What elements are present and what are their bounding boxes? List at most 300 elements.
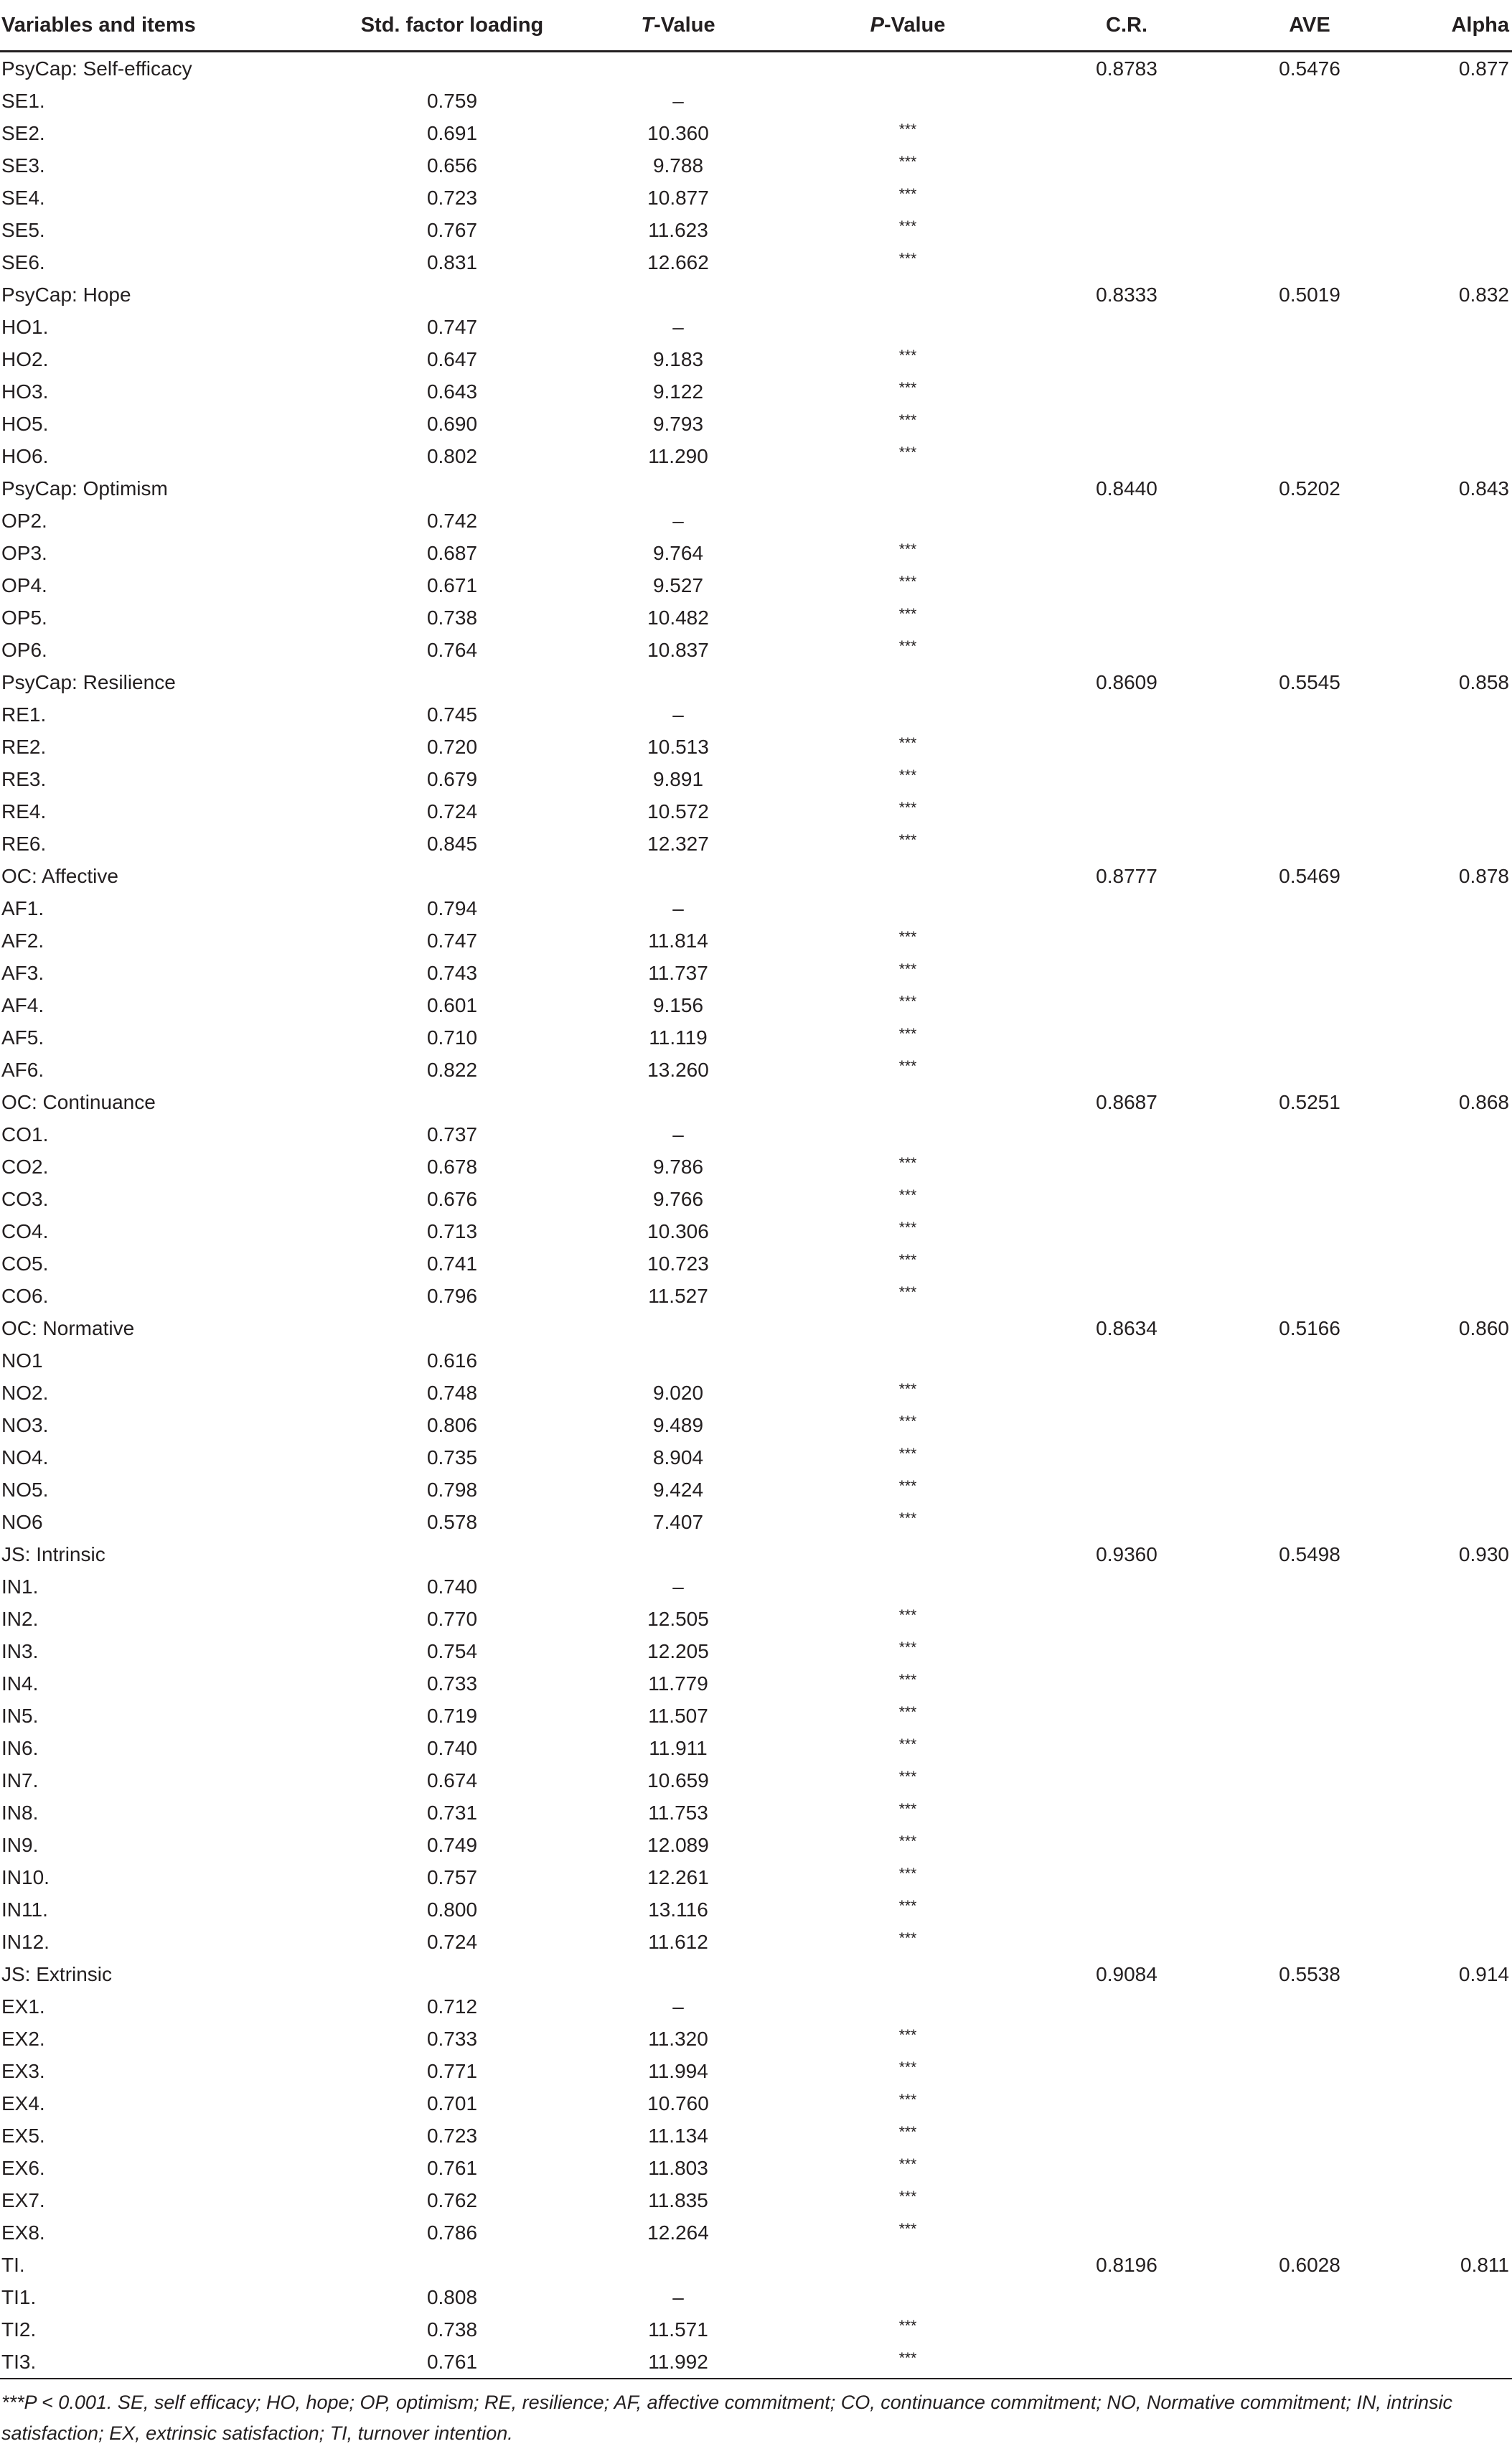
factor-loading: 0.743	[426, 961, 478, 984]
row-label: AF1.	[1, 896, 44, 919]
table-row	[0, 634, 1512, 666]
t-value: 11.753	[648, 1801, 708, 1824]
row-label: NO2.	[1, 1381, 49, 1404]
table-row	[0, 1861, 1512, 1893]
composite-reliability	[1041, 1764, 1213, 1797]
row-label: EX4.	[1, 2092, 45, 2115]
table-row	[0, 957, 1512, 989]
table-row	[0, 246, 1512, 278]
average-variance-extracted	[1213, 795, 1407, 828]
p-value	[775, 1118, 1041, 1151]
t-value: 12.261	[647, 1865, 709, 1888]
table-row	[0, 1797, 1512, 1829]
cronbach-alpha	[1407, 601, 1512, 634]
factor-loading: 0.724	[426, 800, 478, 823]
p-value	[775, 1990, 1041, 2023]
p-value	[775, 505, 1041, 537]
p-value	[775, 892, 1041, 924]
factor-loading: 0.733	[426, 2027, 478, 2050]
average-variance-extracted	[1213, 1990, 1407, 2023]
factor-loading: 0.676	[426, 1187, 478, 1210]
cronbach-alpha: 0.858	[1458, 670, 1509, 693]
factor-loading: 0.735	[426, 1446, 478, 1469]
table-row	[0, 1667, 1512, 1700]
p-value: ***	[898, 735, 917, 751]
t-value: 9.793	[652, 412, 704, 435]
table-row	[0, 989, 1512, 1021]
table-row	[0, 2313, 1512, 2346]
factor-loading: 0.771	[426, 2059, 478, 2082]
row-label: AF2.	[1, 929, 44, 952]
table-row	[0, 1829, 1512, 1861]
cronbach-alpha	[1407, 149, 1512, 182]
average-variance-extracted	[1213, 2216, 1407, 2249]
row-label: EX1.	[1, 1995, 45, 2018]
table-row	[0, 763, 1512, 795]
p-value: ***	[898, 2124, 917, 2140]
t-value: 10.837	[647, 638, 709, 661]
composite-reliability	[1041, 311, 1213, 343]
t-value	[581, 1344, 775, 1377]
table-row	[0, 52, 1512, 85]
average-variance-extracted	[1213, 601, 1407, 634]
composite-reliability	[1041, 1570, 1213, 1603]
p-value: ***	[898, 1930, 917, 1947]
factor-loading: 0.802	[426, 444, 478, 467]
row-label: AF5.	[1, 1026, 44, 1049]
composite-reliability	[1041, 731, 1213, 763]
row-label: PsyCap: Hope	[1, 283, 131, 306]
t-value	[581, 1086, 775, 1118]
table-row	[0, 1409, 1512, 1441]
t-value: 9.786	[652, 1155, 704, 1178]
p-value: ***	[898, 573, 917, 590]
t-value: 9.424	[652, 1478, 704, 1501]
p-value: ***	[898, 2059, 917, 2076]
average-variance-extracted	[1213, 2281, 1407, 2313]
row-label: OP5.	[1, 606, 47, 629]
p-value	[775, 698, 1041, 731]
t-value	[581, 1958, 775, 1990]
t-value: 13.116	[648, 1898, 708, 1921]
factor-loading: 0.731	[426, 1801, 478, 1824]
table-row	[0, 666, 1512, 698]
p-value: ***	[898, 1381, 917, 1397]
composite-reliability	[1041, 1732, 1213, 1764]
composite-reliability	[1041, 343, 1213, 375]
cronbach-alpha	[1407, 634, 1512, 666]
table-row	[0, 537, 1512, 569]
t-value: 9.527	[652, 573, 704, 596]
row-label: SE1.	[1, 89, 45, 112]
composite-reliability	[1041, 182, 1213, 214]
cronbach-alpha	[1407, 375, 1512, 408]
row-label: IN2.	[1, 1607, 39, 1630]
cronbach-alpha	[1407, 731, 1512, 763]
p-value: ***	[898, 1252, 917, 1268]
table-row	[0, 1441, 1512, 1474]
t-value: 9.122	[652, 380, 704, 403]
composite-reliability	[1041, 1441, 1213, 1474]
average-variance-extracted	[1213, 2313, 1407, 2346]
p-value: ***	[898, 2156, 917, 2173]
cronbach-alpha	[1407, 2216, 1512, 2249]
table-row	[0, 1280, 1512, 1312]
composite-reliability	[1041, 1990, 1213, 2023]
t-value: 11.803	[648, 2156, 708, 2179]
composite-reliability	[1041, 408, 1213, 440]
composite-reliability	[1041, 149, 1213, 182]
composite-reliability	[1041, 375, 1213, 408]
average-variance-extracted	[1213, 85, 1407, 117]
header-alpha: Alpha	[1407, 0, 1512, 52]
composite-reliability	[1041, 828, 1213, 860]
t-value: 11.994	[648, 2059, 708, 2082]
factor-loading: 0.747	[426, 315, 478, 338]
composite-reliability: 0.9084	[1096, 1962, 1158, 1985]
average-variance-extracted	[1213, 763, 1407, 795]
cronbach-alpha	[1407, 1861, 1512, 1893]
p-value	[775, 278, 1041, 311]
average-variance-extracted: 0.5476	[1279, 57, 1340, 80]
average-variance-extracted	[1213, 989, 1407, 1021]
factor-loading: 0.643	[426, 380, 478, 403]
cronbach-alpha	[1407, 1797, 1512, 1829]
average-variance-extracted	[1213, 957, 1407, 989]
header-pvalue	[775, 0, 1041, 52]
cronbach-alpha	[1407, 924, 1512, 957]
cronbach-alpha	[1407, 828, 1512, 860]
row-label: HO1.	[1, 315, 49, 338]
composite-reliability	[1041, 763, 1213, 795]
row-label: SE3.	[1, 154, 45, 177]
factor-loading: 0.747	[426, 929, 478, 952]
composite-reliability	[1041, 214, 1213, 246]
row-label: CO2.	[1, 1155, 49, 1178]
row-label: AF6.	[1, 1058, 44, 1081]
header-pvalue-letter: P	[870, 13, 884, 37]
row-label: NO3.	[1, 1413, 49, 1436]
t-value: 9.489	[652, 1413, 704, 1436]
p-value: ***	[898, 1898, 917, 1914]
t-value: –	[672, 703, 684, 726]
average-variance-extracted	[1213, 1215, 1407, 1247]
average-variance-extracted	[1213, 1570, 1407, 1603]
table-row	[0, 1183, 1512, 1215]
average-variance-extracted	[1213, 924, 1407, 957]
row-label: TI.	[1, 2253, 25, 2276]
composite-reliability	[1041, 1829, 1213, 1861]
t-value: 12.089	[647, 1833, 709, 1856]
factor-loading: 0.737	[426, 1123, 478, 1146]
table-row	[0, 2087, 1512, 2120]
t-value: –	[672, 1995, 684, 2018]
average-variance-extracted	[1213, 343, 1407, 375]
table-row	[0, 1344, 1512, 1377]
composite-reliability	[1041, 1215, 1213, 1247]
average-variance-extracted	[1213, 2087, 1407, 2120]
average-variance-extracted: 0.5538	[1279, 1962, 1340, 1985]
cronbach-alpha	[1407, 1990, 1512, 2023]
t-value: 11.320	[648, 2027, 708, 2050]
t-value: 11.992	[581, 2346, 775, 2379]
row-label: IN7.	[1, 1769, 39, 1792]
factor-loading: 0.723	[426, 2124, 478, 2147]
composite-reliability: 0.9360	[1096, 1542, 1158, 1565]
cronbach-alpha	[1407, 1247, 1512, 1280]
table-row	[0, 472, 1512, 505]
row-label: IN3.	[1, 1639, 39, 1662]
t-value: 11.623	[648, 218, 708, 241]
cronbach-alpha	[1407, 2281, 1512, 2313]
cronbach-alpha	[1407, 537, 1512, 569]
average-variance-extracted	[1213, 537, 1407, 569]
composite-reliability	[1041, 505, 1213, 537]
factor-loading: 0.712	[426, 1995, 478, 2018]
cronbach-alpha	[1407, 343, 1512, 375]
p-value: ***	[898, 2027, 917, 2043]
factor-loading: 0.701	[426, 2092, 478, 2115]
table-row	[0, 2120, 1512, 2152]
cronbach-alpha	[1407, 1764, 1512, 1797]
cronbach-alpha	[1407, 2184, 1512, 2216]
p-value: ***	[898, 2318, 917, 2334]
factor-loading: 0.679	[426, 767, 478, 790]
p-value: ***	[898, 929, 917, 945]
cronbach-alpha	[1407, 1280, 1512, 1312]
p-value: ***	[898, 1801, 917, 1817]
composite-reliability	[1041, 85, 1213, 117]
table-row	[0, 375, 1512, 408]
table-row	[0, 1538, 1512, 1570]
composite-reliability	[1041, 1797, 1213, 1829]
composite-reliability	[1041, 2023, 1213, 2055]
p-value: ***	[898, 1736, 917, 1753]
p-value: ***	[898, 993, 917, 1010]
p-value: ***	[898, 1446, 917, 1462]
cronbach-alpha	[1407, 1506, 1512, 1538]
table-row	[0, 1021, 1512, 1054]
factor-loading: 0.616	[426, 1349, 478, 1372]
composite-reliability	[1041, 2184, 1213, 2216]
t-value: 12.205	[647, 1639, 709, 1662]
cronbach-alpha	[1407, 1118, 1512, 1151]
composite-reliability	[1041, 1926, 1213, 1958]
p-value: ***	[898, 832, 917, 848]
factor-loading: 0.690	[426, 412, 478, 435]
composite-reliability	[1041, 1118, 1213, 1151]
factor-loading: 0.796	[426, 1284, 478, 1307]
table-row	[0, 311, 1512, 343]
cronbach-alpha	[1407, 1151, 1512, 1183]
composite-reliability	[1041, 1021, 1213, 1054]
factor-loading: 0.691	[426, 121, 478, 144]
average-variance-extracted	[1213, 1700, 1407, 1732]
p-value: ***	[898, 186, 917, 202]
factor-loading	[323, 1086, 581, 1118]
composite-reliability	[1041, 924, 1213, 957]
header-tvalue	[581, 0, 775, 52]
average-variance-extracted	[1213, 1732, 1407, 1764]
row-label: OC: Continuance	[1, 1090, 156, 1113]
cronbach-alpha	[1407, 1603, 1512, 1635]
row-label: IN10.	[1, 1865, 50, 1888]
average-variance-extracted	[1213, 1764, 1407, 1797]
composite-reliability	[1041, 892, 1213, 924]
cronbach-alpha	[1407, 1215, 1512, 1247]
header-loading: Std. factor loading	[323, 0, 581, 52]
row-label: IN5.	[1, 1704, 39, 1727]
cronbach-alpha	[1407, 1732, 1512, 1764]
header-tvalue-rest: -Value	[654, 13, 715, 37]
average-variance-extracted	[1213, 2152, 1407, 2184]
p-value: ***	[898, 380, 917, 396]
t-value: 11.779	[648, 1672, 708, 1695]
factor-loading	[323, 1958, 581, 1990]
factor-loading: 0.822	[426, 1058, 478, 1081]
row-label: SE5.	[1, 218, 45, 241]
row-label: NO1	[1, 1349, 43, 1372]
header-tvalue-letter: T	[641, 13, 654, 37]
row-label: SE2.	[1, 121, 45, 144]
table-row	[0, 278, 1512, 311]
row-label: RE4.	[1, 800, 47, 823]
average-variance-extracted	[1213, 1635, 1407, 1667]
t-value	[581, 1538, 775, 1570]
cronbach-alpha	[1407, 2023, 1512, 2055]
t-value: 11.134	[648, 2124, 708, 2147]
factor-loading: 0.794	[426, 896, 478, 919]
t-value: 11.911	[649, 1736, 708, 1759]
header-pvalue-rest: -Value	[883, 13, 946, 37]
t-value: 12.264	[647, 2221, 709, 2244]
factor-loading	[323, 2249, 581, 2281]
composite-reliability	[1041, 537, 1213, 569]
cronbach-alpha	[1407, 1377, 1512, 1409]
composite-reliability	[1041, 1344, 1213, 1377]
p-value: ***	[898, 154, 917, 170]
t-value: 13.260	[647, 1058, 709, 1081]
cronbach-alpha	[1407, 569, 1512, 601]
cronbach-alpha	[1407, 85, 1512, 117]
average-variance-extracted	[1213, 698, 1407, 731]
composite-reliability	[1041, 1474, 1213, 1506]
p-value: ***	[898, 1769, 917, 1785]
table-row	[0, 1958, 1512, 1990]
table-row	[0, 569, 1512, 601]
factor-loading: 0.578	[426, 1510, 478, 1533]
p-value: ***	[898, 767, 917, 784]
header-variables: Variables and items	[0, 0, 323, 52]
row-label: IN9.	[1, 1833, 39, 1856]
t-value: 7.407	[652, 1510, 704, 1533]
average-variance-extracted	[1213, 1797, 1407, 1829]
table-footnote: ***P < 0.001. SE, self efficacy; HO, hope; OP, optimism; RE, resilience; AF, affective commitment; CO, continuance commitment; NO, Normative commitment; IN, intrinsic satisfaction; EX, extrinsic satisfaction; TI, turnover intention.	[1, 2392, 1452, 2444]
t-value: 10.482	[647, 606, 709, 629]
t-value: 11.835	[648, 2188, 708, 2211]
factor-loading	[323, 1538, 581, 1570]
average-variance-extracted	[1213, 1151, 1407, 1183]
row-label: CO3.	[1, 1187, 49, 1210]
factor-loading: 0.808	[426, 2285, 478, 2308]
p-value: ***	[898, 606, 917, 622]
row-label: HO2.	[1, 347, 49, 370]
row-label: IN6.	[1, 1736, 39, 1759]
row-label: EX7.	[1, 2188, 45, 2211]
cronbach-alpha: 0.877	[1458, 57, 1509, 80]
factor-loading: 0.770	[426, 1607, 478, 1630]
average-variance-extracted	[1213, 1861, 1407, 1893]
cronbach-alpha	[1407, 440, 1512, 472]
factor-loading: 0.674	[426, 1769, 478, 1792]
factor-loading: 0.647	[426, 347, 478, 370]
p-value: ***	[898, 1704, 917, 1720]
t-value: –	[672, 89, 684, 112]
composite-reliability	[1041, 957, 1213, 989]
p-value: ***	[898, 961, 917, 978]
average-variance-extracted	[1213, 246, 1407, 278]
table-row	[0, 1635, 1512, 1667]
factor-loading: 0.761	[323, 2346, 581, 2379]
p-value: ***	[898, 250, 917, 267]
p-value: ***	[898, 1219, 917, 1236]
average-variance-extracted: 0.5545	[1279, 670, 1340, 693]
row-label: EX6.	[1, 2156, 45, 2179]
cronbach-alpha: 0.868	[1458, 1090, 1509, 1113]
average-variance-extracted	[1213, 634, 1407, 666]
p-value: ***	[898, 1284, 917, 1301]
p-value: ***	[898, 121, 917, 138]
cronbach-alpha	[1407, 2152, 1512, 2184]
row-label: RE1.	[1, 703, 47, 726]
cronbach-alpha	[1407, 1926, 1512, 1958]
table-row	[0, 1893, 1512, 1926]
row-label: IN12.	[1, 1930, 50, 1953]
t-value: 11.119	[649, 1026, 708, 1049]
table-body	[0, 52, 1512, 2379]
row-label: CO4.	[1, 1219, 49, 1242]
t-value: –	[672, 1575, 684, 1598]
composite-reliability	[1041, 2313, 1213, 2346]
cronbach-alpha: 0.832	[1458, 283, 1509, 306]
factor-loading: 0.831	[426, 250, 478, 273]
t-value: 11.612	[648, 1930, 708, 1953]
average-variance-extracted	[1213, 1021, 1407, 1054]
average-variance-extracted	[1213, 828, 1407, 860]
t-value: 10.723	[647, 1252, 709, 1275]
cronbach-alpha	[1407, 505, 1512, 537]
factor-loading: 0.738	[426, 2318, 478, 2341]
table-row	[0, 408, 1512, 440]
table-row	[0, 860, 1512, 892]
table-row	[0, 892, 1512, 924]
table-row	[0, 2216, 1512, 2249]
composite-reliability	[1041, 989, 1213, 1021]
p-value	[775, 1312, 1041, 1344]
average-variance-extracted	[1213, 569, 1407, 601]
composite-reliability	[1041, 1893, 1213, 1926]
factor-loading: 0.723	[426, 186, 478, 209]
composite-reliability	[1041, 2055, 1213, 2087]
p-value: ***	[898, 1058, 917, 1074]
row-label: OP4.	[1, 573, 47, 596]
average-variance-extracted	[1213, 2120, 1407, 2152]
average-variance-extracted	[1213, 1377, 1407, 1409]
row-label: RE2.	[1, 735, 47, 758]
table-row	[0, 1926, 1512, 1958]
cronbach-alpha	[1407, 1409, 1512, 1441]
t-value	[581, 666, 775, 698]
